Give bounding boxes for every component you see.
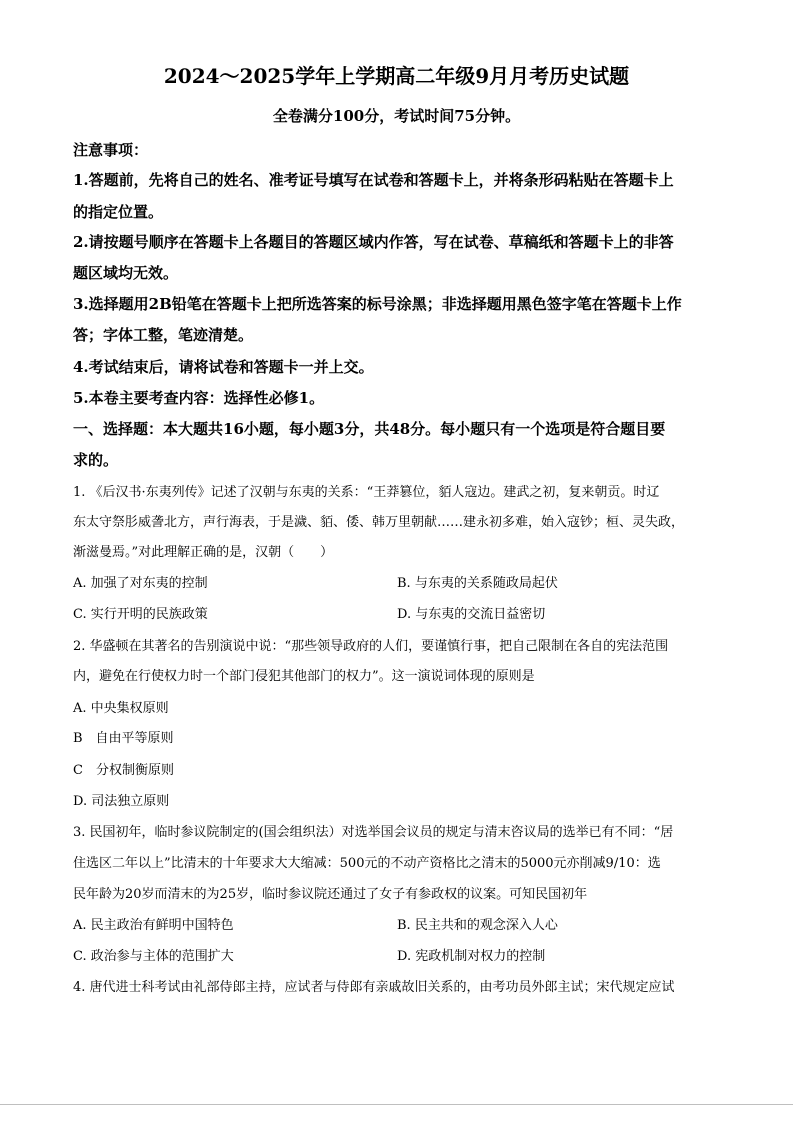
question-2-option-a: A. 中央集权原则: [73, 701, 169, 716]
question-2-stem: 2. 华盛顿在其著名的告别演说中说：“那些领导政府的人们，要谨慎行事，把自己限制在各自的宪法范围: [73, 639, 669, 654]
question-1-stem: 东太守祭肜威詟北方，声行海表，于是濊、貊、倭、韩万里朝献……建永初多难，始入寇钞；桓、灵失政，: [73, 515, 685, 530]
footer-divider: [0, 1104, 793, 1105]
notice-line: 5.本卷主要考查内容：选择性必修1。: [73, 389, 325, 407]
question-3-stem: 住选区二年以上”比清末的十年要求大大缩减：500元的不动产资格比之清末的5000元亦削减9/10：选: [73, 856, 661, 871]
notice-heading: 注意事项：: [73, 141, 149, 159]
notice-line: 4.考试结束后，请将试卷和答题卡一并上交。: [73, 358, 374, 376]
question-2-option-c: C 分权制衡原则: [73, 763, 174, 778]
question-2-option-d: D. 司法独立原则: [73, 794, 170, 809]
notice-line: 2.请按题号顺序在答题卡上各题目的答题区域内作答，写在试卷、草稿纸和答题卡上的非答: [73, 233, 674, 251]
section-heading: 求的。: [73, 451, 119, 469]
notice-line: 题区域均无效。: [73, 264, 179, 282]
notice-line: 答；字体工整，笔迹清楚。: [73, 326, 254, 344]
question-2-stem: 内，避免在行使权力时一个部门侵犯其他部门的权力”。这一演说词体现的原则是: [73, 669, 535, 684]
notice-line: 3.选择题用2B铅笔在答题卡上把所选答案的标号涂黑；非选择题用黑色签字笔在答题卡上作: [73, 295, 682, 313]
notice-line: 的指定位置。: [73, 203, 164, 221]
exam-info: 全卷满分100分，考试时间75分钟。: [272, 107, 521, 125]
question-3-option-c: C. 政治参与主体的范围扩大: [73, 949, 234, 964]
question-3-option-a: A. 民主政治有鲜明中国特色: [73, 918, 234, 933]
question-3-stem: 3. 民国初年，临时参议院制定的(国会组织法）对选举国会议员的规定与清末咨议局的选举已有不同：“居: [73, 825, 674, 840]
question-1-stem: 渐滋曼焉。”对此理解正确的是，汉朝（ ）: [73, 545, 334, 560]
question-1-option-b: B. 与东夷的关系随政局起伏: [397, 576, 558, 591]
question-3-stem: 民年龄为20岁而清末的为25岁，临时参议院还通过了女子有参政权的议案。可知民国初年: [73, 887, 588, 902]
notice-line: 1.答题前，先将自己的姓名、准考证号填写在试卷和答题卡上，并将条形码粘贴在答题卡上: [73, 171, 674, 189]
question-3-option-d: D. 宪政机制对权力的控制: [397, 949, 546, 964]
page-title: 2024～2025学年上学期高二年级9月月考历史试题: [163, 64, 630, 88]
question-2-option-b: B 自由平等原则: [73, 731, 174, 746]
question-4-stem: 4. 唐代进士科考试由礼部侍郎主持，应试者与侍郎有亲戚故旧关系的，由考功员外郎主试；宋代规定应试: [73, 980, 675, 995]
question-1-stem: 1. 《后汉书·东夷列传》记述了汉朝与东夷的关系：“王莽篡位，貊人寇边。建武之初，复来朝贡。时辽: [73, 485, 660, 500]
section-heading: 一、选择题：本大题共16小题，每小题3分，共48分。每小题只有一个选项是符合题目要: [73, 420, 666, 438]
question-3-option-b: B. 民主共和的观念深入人心: [397, 918, 558, 933]
question-1-option-a: A. 加强了对东夷的控制: [73, 576, 208, 591]
question-1-option-c: C. 实行开明的民族政策: [73, 607, 208, 622]
question-1-option-d: D. 与东夷的交流日益密切: [397, 607, 546, 622]
